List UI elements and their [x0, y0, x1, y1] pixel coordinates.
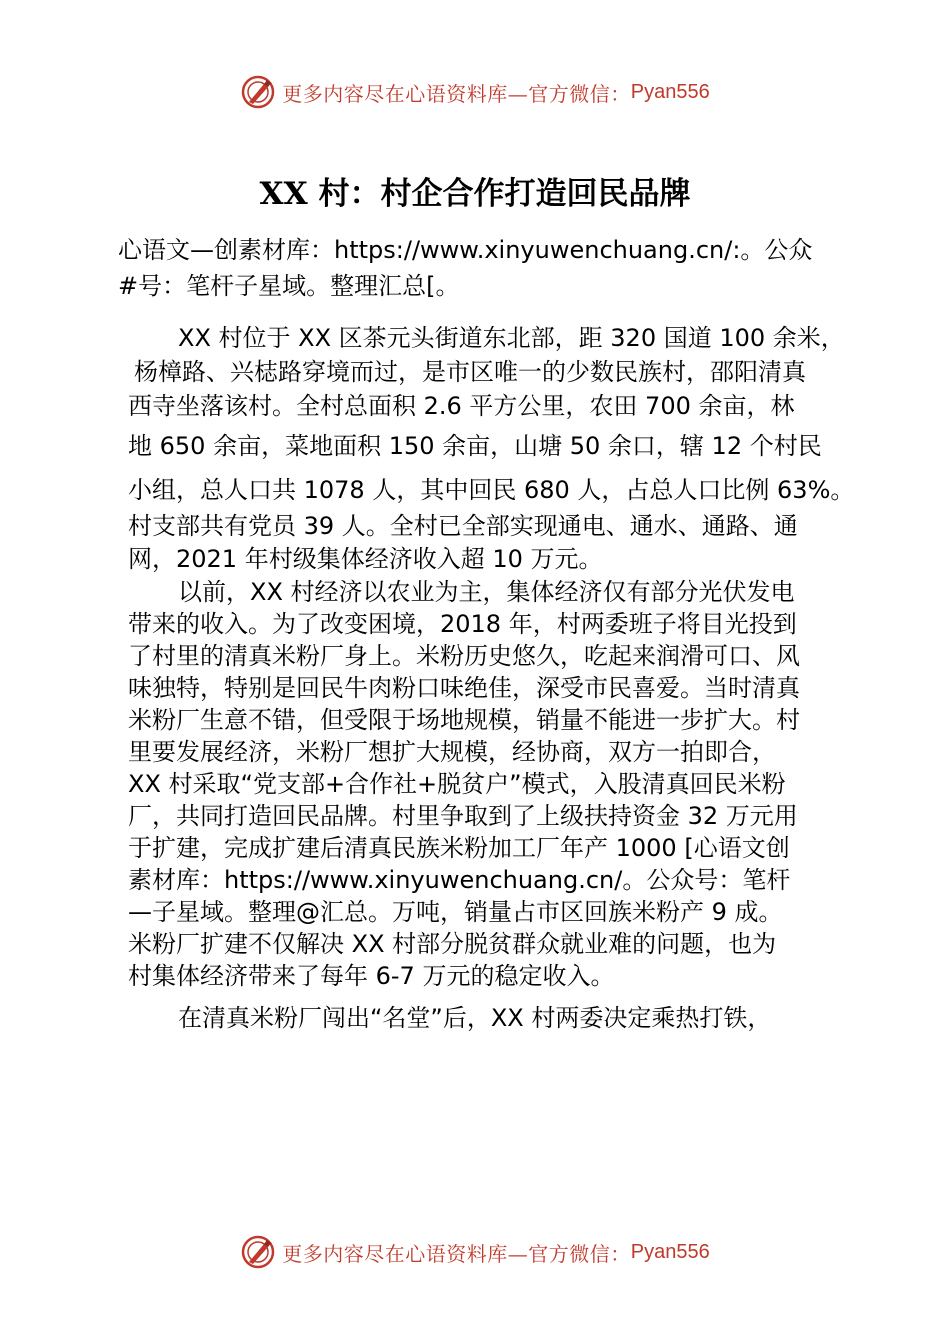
- banner-wechat-id: Pyan556: [630, 80, 710, 103]
- body-line: 西寺坐落该村。全村总面积 2.6 平方公里，农田 700 余亩，林: [128, 392, 795, 420]
- body-line: 杨樟路、兴梽路穿境而过，是市区唯一的少数民族村，邵阳清真: [134, 358, 806, 386]
- banner-text: 更多内容尽在心语资料库—官方微信：: [282, 81, 631, 106]
- body-line: 了村里的清真米粉厂身上。米粉历史悠久，吃起来润滑可口、风: [128, 642, 800, 670]
- header-banner: [0, 70, 950, 114]
- body-line: 素材库：https://www.xinyuwenchuang.cn/。公众号：笔杆: [128, 866, 791, 894]
- body-line: —子星域。整理@汇总。万吨，销量占市区回族米粉产 9 成。: [128, 898, 783, 926]
- footer-banner: [0, 1230, 950, 1274]
- body-line: 厂，共同打造回民品牌。村里争取到了上级扶持资金 32 万元用: [128, 802, 798, 830]
- body-line: 米粉厂生意不错，但受限于场地规模，销量不能进一步扩大。村: [128, 706, 800, 734]
- body-line: 网，2021 年村级集体经济收入超 10 万元。: [128, 545, 603, 573]
- body-line: 村支部共有党员 39 人。全村已全部实现通电、通水、通路、通: [128, 512, 798, 540]
- pen-circle-logo-icon: [240, 74, 276, 110]
- body-line: #号：笔杆子星域。整理汇总[。: [118, 272, 460, 300]
- pen-circle-logo-icon: [240, 1234, 276, 1270]
- banner-text: 更多内容尽在心语资料库—官方微信：: [282, 1241, 631, 1266]
- body-line: 里要发展经济，米粉厂想扩大规模，经协商，双方一拍即合，: [128, 738, 776, 766]
- body-line: 米粉厂扩建不仅解决 XX 村部分脱贫群众就业难的问题，也为: [128, 930, 777, 958]
- body-line: 味独特，特别是回民牛肉粉口味绝佳，深受市民喜爱。当时清真: [128, 674, 800, 702]
- body-line: 于扩建，完成扩建后清真民族米粉加工厂年产 1000 [心语文创: [128, 834, 790, 862]
- banner-wechat-id: Pyan556: [630, 1240, 710, 1263]
- body-line: 村集体经济带来了每年 6-7 万元的稳定收入。: [128, 962, 615, 990]
- body-line: XX 村位于 XX 区茶元头街道东北部，距 320 国道 100 余米，: [178, 324, 845, 352]
- body-line: 心语文—创素材库：https://www.xinyuwenchuang.cn/:。公众: [118, 236, 813, 264]
- body-line: 带来的收入。为了改变困境，2018 年，村两委班子将目光投到: [128, 610, 797, 638]
- document-title: XX 村：村企合作打造回民品牌: [259, 176, 691, 212]
- body-line: 在清真米粉厂闯出“名堂”后，XX 村两委决定乘热打铁，: [178, 1004, 772, 1032]
- body-line: XX 村采取“党支部+合作社+脱贫户”模式，入股清真回民米粉: [128, 770, 786, 798]
- body-line: 以前，XX 村经济以农业为主，集体经济仅有部分光伏发电: [178, 578, 795, 606]
- body-line: 小组，总人口共 1078 人，其中回民 680 人，占总人口比例 63%。: [128, 476, 855, 504]
- body-line: 地 650 余亩，菜地面积 150 余亩，山塘 50 余口，辖 12 个村民: [128, 432, 822, 460]
